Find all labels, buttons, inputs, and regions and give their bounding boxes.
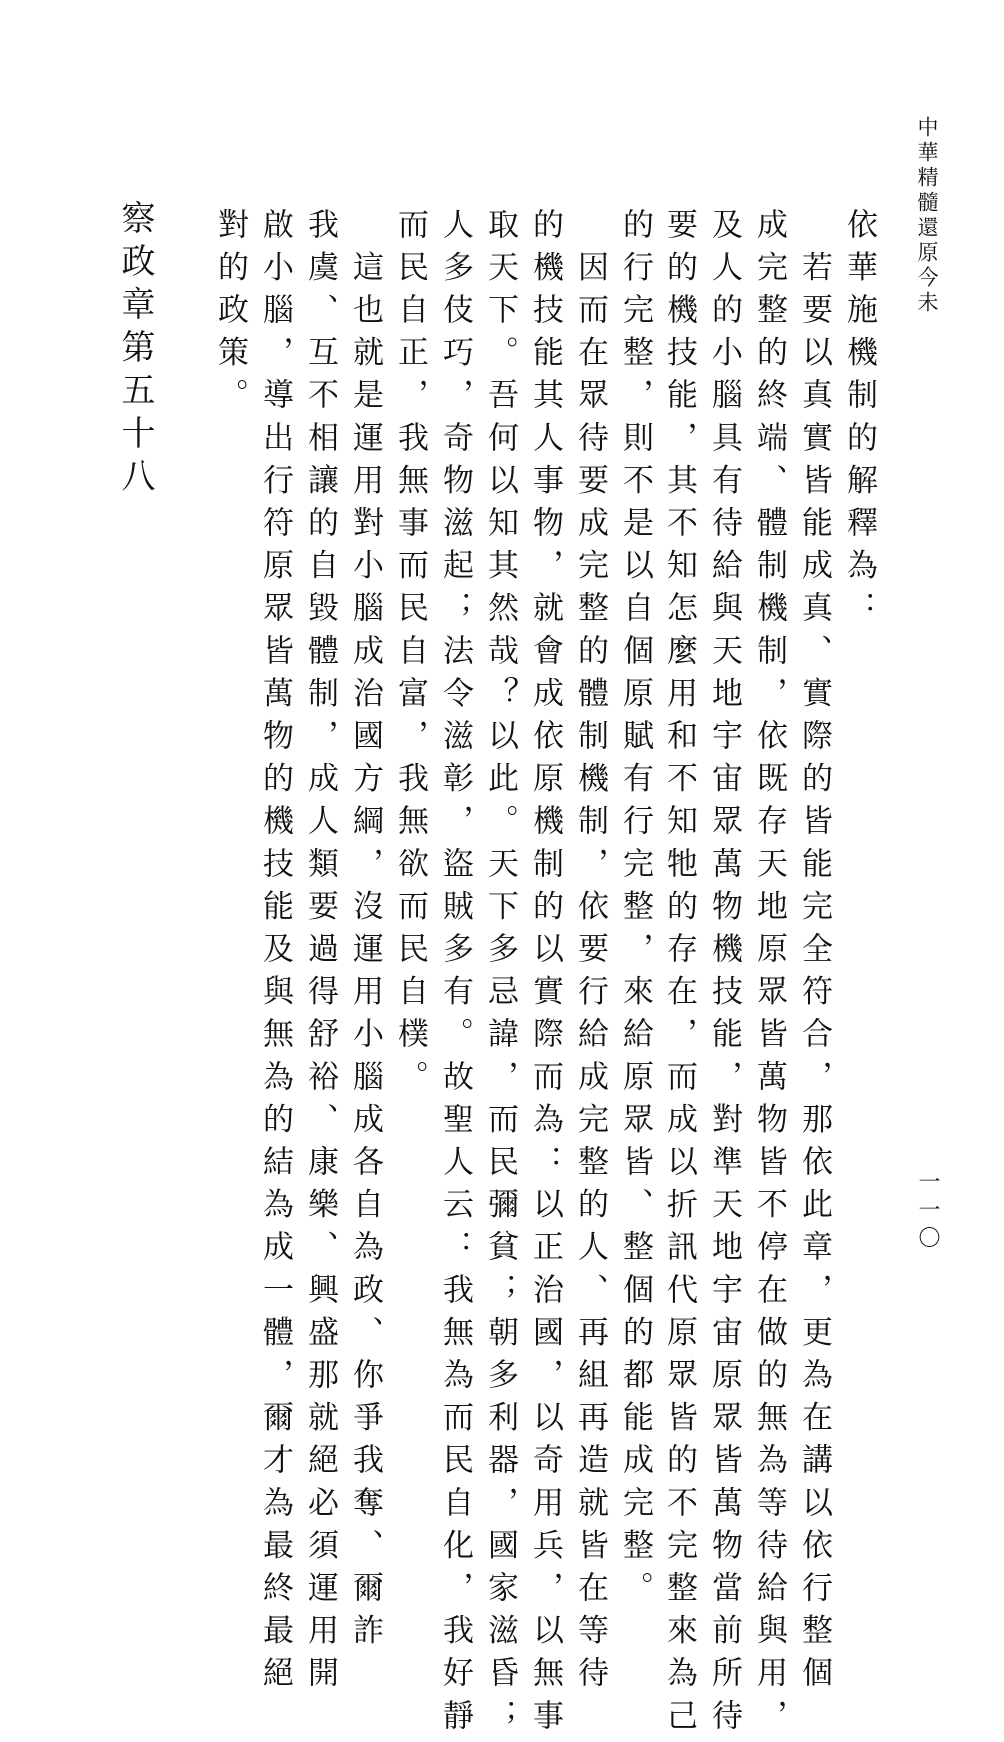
text-line-7: 因而在眾待要成完整的體制機制，依要行給成完整的人、再組再造就皆在等待 [572, 208, 608, 1699]
text-line-12: 這也就是運用對小腦成治國方綱，沒運用小腦成各自為政、你爭我奪、爾詐 [347, 208, 383, 1657]
page-number: 一一〇 [915, 1170, 940, 1254]
text-line-14: 啟小腦，導出行符原眾皆萬物的機技能及與無為的結為成一體，爾才為最終最絕 [257, 208, 293, 1699]
text-line-11: 而民自正，我無事而民自富，我無欲而民自樸。 [392, 208, 428, 1103]
running-header-title: 中華精髓還原今未 [915, 116, 939, 316]
text-line-3: 成完整的終端、體制機制，依既存天地原眾皆萬物皆不停在做的無為等待給與用， [751, 208, 787, 1742]
text-line-5: 要的機技能，其不知怎麼用和不知牠的存在，而成以折訊代原眾皆的不完整來為己 [661, 208, 697, 1742]
next-chapter-heading: 察政章第五十八 [115, 200, 155, 501]
text-line-8: 的機技能其人事物，就會成依原機制的以實際而為：以正治國，以奇用兵，以無事 [527, 208, 563, 1742]
text-line-15: 對的政策。 [212, 208, 248, 421]
text-line-1: 依華施機制的解釋為： [841, 208, 877, 634]
text-line-9: 取天下。吾何以知其然哉？以此。天下多忌諱，而民彌貧；朝多利器，國家滋昏； [482, 208, 518, 1742]
text-line-6: 的行完整，則不是以自個原賦有行完整，來給原眾皆、整個的都能成完整。 [617, 208, 653, 1614]
text-line-13: 我虞、互不相讓的自毀體制，成人類要過得舒裕、康樂、興盛那就絕必須運用開 [302, 208, 338, 1699]
text-line-10: 人多伎巧，奇物滋起；法令滋彰，盜賊多有。故聖人云：我無為而民自化，我好靜 [437, 208, 473, 1742]
text-line-2: 若要以真實皆能成真、實際的皆能完全符合，那依此章，更為在講以依行整個 [796, 208, 832, 1699]
text-line-4: 及人的小腦具有待給與天地宇宙眾萬物機技能，對準天地宇宙原眾皆萬物當前所待 [706, 208, 742, 1742]
